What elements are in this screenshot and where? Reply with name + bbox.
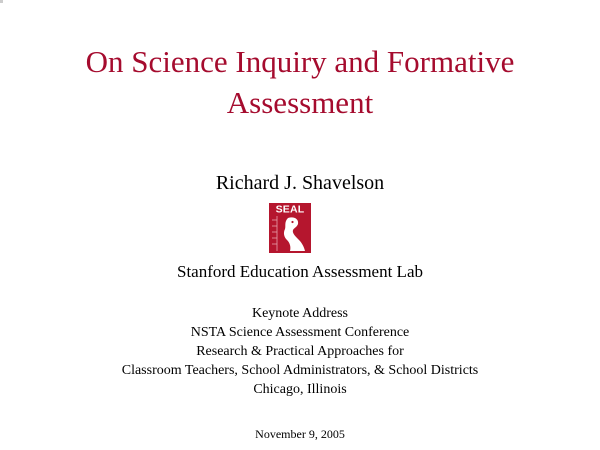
author-name: Richard J. Shavelson — [215, 172, 385, 194]
event-detail-line: Chicago, Illinois — [253, 382, 347, 397]
presentation-date: November 9, 2005 — [255, 427, 345, 441]
event-detail-line: Keynote Address — [251, 306, 349, 321]
lab-name: Stanford Education Assessment Lab — [177, 262, 423, 281]
event-detail-line: Research & Practical Approaches for — [196, 344, 404, 359]
seal-logo — [269, 203, 311, 253]
slide-title-line-1: On Science Inquiry and Formative — [85, 44, 515, 79]
corner-mark — [0, 0, 3, 3]
slide-title — [0, 41, 600, 123]
slide-title-line-2: Assessment — [226, 85, 374, 120]
event-detail-line: Classroom Teachers, School Administrators, & School Districts — [121, 363, 479, 378]
event-details — [0, 304, 600, 399]
seal-logo-text: SEAL — [275, 203, 305, 216]
event-detail-line: NSTA Science Assessment Conference — [190, 325, 410, 340]
